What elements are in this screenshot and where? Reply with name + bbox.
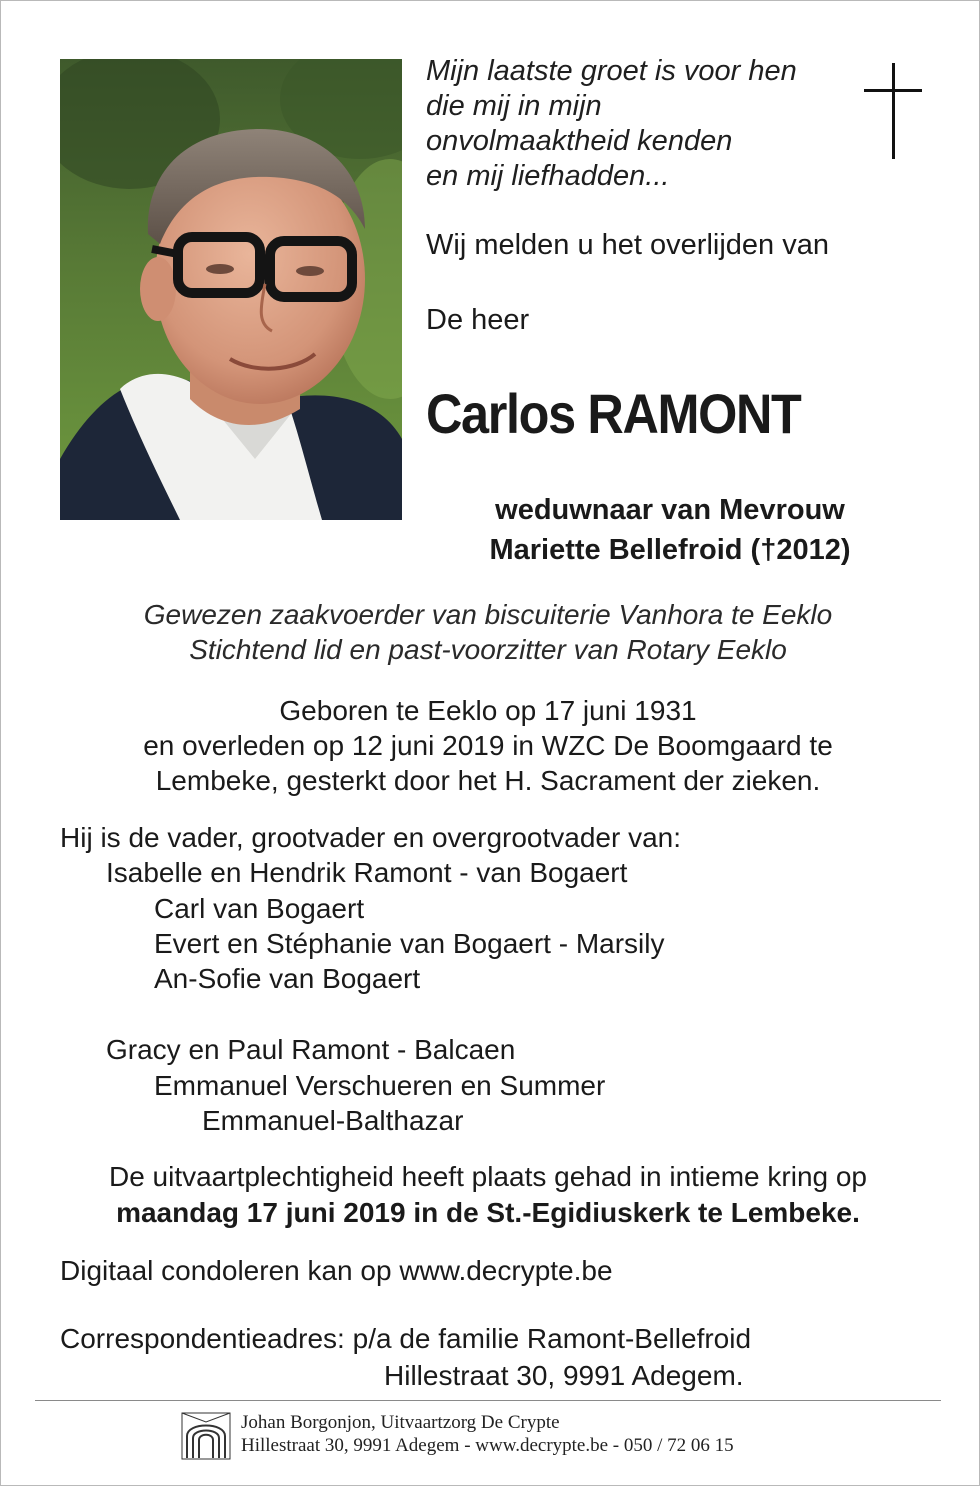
chapel-logo-icon: [181, 1412, 231, 1460]
verse-line: en mij liefhadden...: [426, 160, 670, 192]
portrait-photo: [60, 59, 402, 520]
life-line: Geboren te Eeklo op 17 juni 1931: [279, 695, 697, 726]
life-line: en overleden op 12 juni 2019 in WZC De Boomgaard te: [143, 730, 833, 761]
family-intro: Hij is de vader, grootvader en overgrootvader van:: [60, 822, 682, 853]
cross-icon: [864, 63, 922, 159]
verse-line: die mij in mijn: [426, 90, 602, 122]
spacer: [60, 996, 681, 1032]
footer-line-2: Hillestraat 30, 9991 Adegem - www.decrypte.be - 050 / 72 06 15: [241, 1435, 734, 1456]
footer-line-1: Johan Borgonjon, Uitvaartzorg De Crypte: [241, 1412, 560, 1433]
family-parents: Isabelle en Hendrik Ramont - van Bogaert: [106, 857, 628, 889]
family-list: [60, 820, 681, 1138]
widower-line-2: Mariette Bellefroid (†2012): [489, 534, 851, 566]
role-line: Stichtend lid en past-voorzitter van Rotary Eeklo: [189, 634, 787, 665]
honorific-title: De heer: [426, 304, 530, 336]
family-grandchild: Emmanuel-Balthazar: [202, 1105, 464, 1137]
funeral-line-1: De uitvaartplechtigheid heeft plaats gehad in intieme kring op: [108, 1161, 868, 1192]
memorial-verse: [426, 54, 797, 194]
family-child: Evert en Stéphanie van Bogaert - Marsily: [154, 927, 665, 959]
family-child: An-Sofie van Bogaert: [154, 963, 421, 995]
deceased-name: Carlos RAMONT: [426, 382, 801, 445]
correspondence-line-2: Hillestraat 30, 9991 Adegem.: [384, 1360, 744, 1391]
widower-line-1: weduwnaar van Mevrouw: [495, 494, 845, 526]
condolence-text: Digitaal condoleren kan op www.decrypte.be: [60, 1255, 613, 1286]
life-line: Lembeke, gesterkt door het H. Sacrament der zieken.: [155, 765, 821, 796]
verse-line: onvolmaaktheid kenden: [426, 125, 733, 157]
divider: [35, 1400, 941, 1401]
family-parents: Gracy en Paul Ramont - Balcaen: [106, 1034, 516, 1066]
announcement-text: Wij melden u het overlijden van: [426, 229, 829, 261]
family-child: Emmanuel Verschueren en Summer: [154, 1069, 606, 1101]
correspondence-line-1: Correspondentieadres: p/a de familie Ramont-Bellefroid: [60, 1323, 752, 1354]
funeral-line-2: maandag 17 juni 2019 in de St.-Egidiuskerk te Lembeke.: [116, 1197, 860, 1228]
family-child: Carl van Bogaert: [154, 892, 365, 924]
verse-line: Mijn laatste groet is voor hen: [426, 55, 797, 87]
role-line: Gewezen zaakvoerder van biscuiterie Vanhora te Eeklo: [143, 599, 833, 630]
